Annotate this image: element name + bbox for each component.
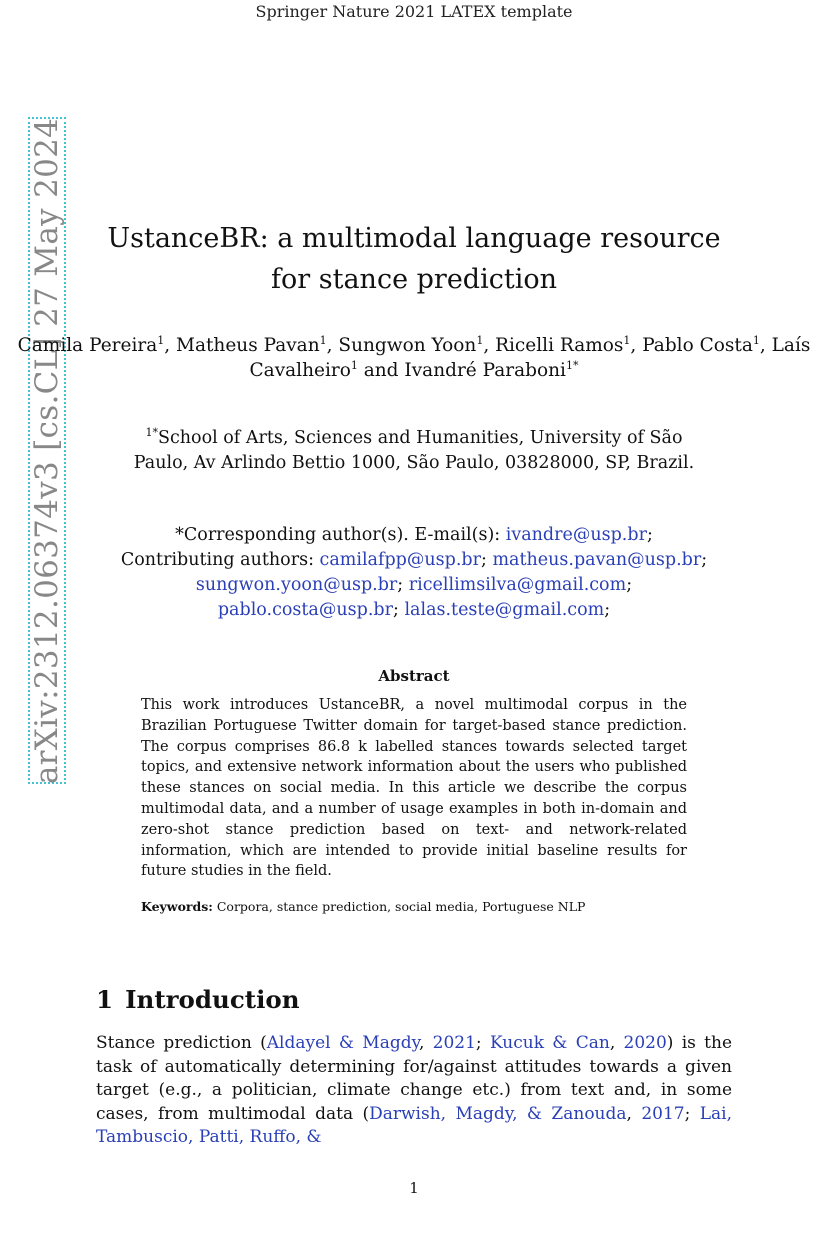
affiliation-marker: 1* [145, 426, 158, 440]
affiliation [0, 426, 828, 476]
author-name: Laís Cavalheiro [249, 335, 811, 381]
author-list [0, 333, 828, 383]
email-link[interactable]: pablo.costa@usp.br [217, 600, 393, 620]
affiliation-sup: 1 [476, 333, 484, 347]
author-name: Ricelli Ramos [495, 335, 624, 356]
keywords [141, 899, 701, 914]
arxiv-identifier: arXiv:2312.06374v3 [cs.CL] 27 May 2024 [29, 117, 65, 784]
keywords-text: Corpora, stance prediction, social media, Portuguese NLP [212, 899, 586, 914]
corresp-line-2: Contributing authors: camilafpp@usp.br; matheus.pavan@usp.br; [120, 550, 708, 570]
intro-paragraph: Stance prediction (Aldayel & Magdy, 2021; Kucuk & Can, 2020) is the task of automatically determining for/against attitudes towards a given target (e.g., a politician, climate change etc.) from text and, in some cases, from multimodal data (Darwish, Magdy, & Zanouda, 2017; Lai, Tambuscio, Patti, Ruffo, & [96, 1033, 733, 1148]
author-line-1: Camila Pereira$^1$, Matheus Pavan$^1$, Sungwon Yoon$^1$, Ricelli Ramos$^1$, Pablo Costa$^1$, Laís Cavalheiro$^1$ and Ivandré Paraboni$^{1*}$ [17, 333, 811, 381]
email-link[interactable]: sungwon.yoon@usp.br [195, 575, 398, 595]
citation-link[interactable]: Kucuk & Can [489, 1033, 610, 1053]
citation-link[interactable]: Darwish, Magdy, & Zanouda [369, 1103, 627, 1124]
email-link[interactable]: matheus.pavan@usp.br [492, 550, 702, 570]
corresp-line-4: pablo.costa@usp.br; lalas.teste@gmail.com; [217, 600, 611, 620]
author-name: Ivandré Paraboni [404, 360, 566, 381]
email-link[interactable]: ivandre@usp.br [505, 525, 647, 545]
section-title: Introduction [125, 985, 300, 1014]
citation-link[interactable]: Aldayel & Magdy [266, 1033, 419, 1053]
running-header: Springer Nature 2021 LATEX template [255, 2, 573, 21]
corresp-line-1: *Corresponding author(s). E-mail(s): ivandre@usp.br; [175, 525, 653, 545]
citation-link[interactable]: Lai, Tambuscio, Patti, Ruffo, & [96, 1103, 732, 1148]
page-number: 1 [409, 1179, 419, 1197]
keywords-label: Keywords: [141, 899, 213, 914]
author-name: Sungwon Yoon [338, 335, 477, 356]
affiliation-sup: 1 [157, 333, 165, 347]
abstract-text: This work introduces UstanceBR, a novel multimodal corpus in the Brazilian Portuguese Twitter domain for target-based stance prediction. The corpus comprises 86.8 k labelled stances towards selected target topics, and extensive network information about the users who published these stances on social media. In this article we describe the corpus multimodal data, and a number of usage examples in both in-domain and zero-shot stance prediction based on text- and network-related information, which are intended to provide initial baseline results for future studies in the field. [141, 697, 687, 880]
author-name: Matheus Pavan [176, 335, 320, 356]
section-number: 1 [96, 985, 114, 1014]
email-link[interactable]: lalas.teste@gmail.com [404, 600, 605, 620]
title-line-2: for stance prediction [271, 264, 557, 295]
affiliation-sup: 1* [565, 358, 579, 372]
affiliation-sup: 1 [623, 333, 631, 347]
affiliation-sup: 1 [319, 333, 327, 347]
corresp-line-3: sungwon.yoon@usp.br; ricellimsilva@gmail.com; [195, 575, 633, 595]
affiliation-line-1: $^{1*}$School of Arts, Sciences and Humanities, University of São [145, 426, 683, 448]
author-name: Pablo Costa [642, 335, 753, 356]
citation-link[interactable]: 2020 [623, 1033, 667, 1053]
email-link[interactable]: camilafpp@usp.br [319, 550, 481, 570]
email-link[interactable]: ricellimsilva@gmail.com [408, 575, 627, 595]
paper-title [0, 218, 828, 300]
citation-link[interactable]: 2017 [641, 1103, 685, 1124]
abstract-heading: Abstract [378, 667, 450, 685]
affiliation-sup: 1 [752, 333, 760, 347]
affiliation-line-2: Paulo, Av Arlindo Bettio 1000, São Paulo, 03828000, SP, Brazil. [133, 453, 695, 473]
citation-link[interactable]: 2021 [432, 1033, 476, 1053]
affiliation-sup: 1 [350, 358, 358, 372]
section-heading [96, 985, 736, 1014]
title-line-1: UstanceBR: a multimodal language resource [107, 223, 721, 254]
correspondence-block [0, 523, 828, 623]
author-name: Camila Pereira [17, 335, 158, 356]
